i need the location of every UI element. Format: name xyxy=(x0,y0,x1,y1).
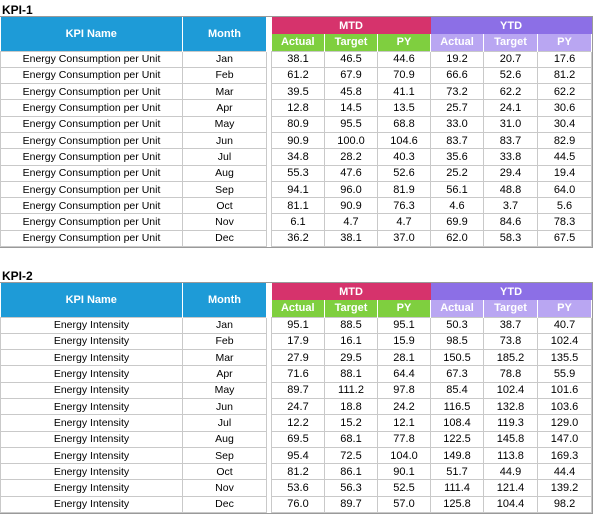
table-row xyxy=(1,132,592,148)
mtd-py-cell: 90.1 xyxy=(378,464,431,480)
mtd-actual-cell: 39.5 xyxy=(272,84,325,100)
kpi-name-cell: Energy Intensity xyxy=(1,415,183,431)
ytd-target-cell: 52.6 xyxy=(484,67,538,83)
ytd-actual-cell: 111.4 xyxy=(431,480,484,496)
ytd-py-cell: 78.3 xyxy=(538,214,592,230)
kpi-name-cell: Energy Consumption per Unit xyxy=(1,198,183,214)
ytd-py-cell: 30.6 xyxy=(538,100,592,116)
ytd-actual-cell: 85.4 xyxy=(431,382,484,398)
month-cell: Sep xyxy=(183,181,267,197)
ytd-py-cell: 169.3 xyxy=(538,447,592,463)
ytd-target-cell: 48.8 xyxy=(484,181,538,197)
ytd-actual-cell: 51.7 xyxy=(431,464,484,480)
mtd-actual-header: Actual xyxy=(272,300,325,317)
mtd-actual-cell: 71.6 xyxy=(272,366,325,382)
month-cell: Apr xyxy=(183,100,267,116)
mtd-py-cell: 64.4 xyxy=(378,366,431,382)
ytd-actual-cell: 116.5 xyxy=(431,398,484,414)
mtd-py-cell: 44.6 xyxy=(378,51,431,67)
month-header: Month xyxy=(183,283,267,317)
ytd-target-cell: 145.8 xyxy=(484,431,538,447)
mtd-target-cell: 67.9 xyxy=(325,67,378,83)
mtd-py-cell: 52.6 xyxy=(378,165,431,181)
mtd-target-cell: 56.3 xyxy=(325,480,378,496)
kpi-name-cell: Energy Intensity xyxy=(1,366,183,382)
ytd-target-cell: 31.0 xyxy=(484,116,538,132)
mtd-target-cell: 14.5 xyxy=(325,100,378,116)
kpi-name-header: KPI Name xyxy=(1,283,183,317)
ytd-target-cell: 83.7 xyxy=(484,132,538,148)
month-cell: Nov xyxy=(183,480,267,496)
ytd-header: YTD xyxy=(431,283,592,300)
mtd-py-cell: 24.2 xyxy=(378,398,431,414)
ytd-target-cell: 38.7 xyxy=(484,317,538,333)
ytd-target-cell: 44.9 xyxy=(484,464,538,480)
ytd-actual-cell: 67.3 xyxy=(431,366,484,382)
ytd-py-header: PY xyxy=(538,34,592,51)
ytd-actual-cell: 33.0 xyxy=(431,116,484,132)
kpi-name-cell: Energy Consumption per Unit xyxy=(1,149,183,165)
mtd-actual-cell: 27.9 xyxy=(272,350,325,366)
mtd-target-cell: 86.1 xyxy=(325,464,378,480)
month-cell: Oct xyxy=(183,198,267,214)
mtd-py-cell: 15.9 xyxy=(378,333,431,349)
table-row xyxy=(1,214,592,230)
mtd-target-cell: 38.1 xyxy=(325,230,378,246)
kpi1-title: KPI-1 xyxy=(2,3,33,17)
mtd-actual-cell: 76.0 xyxy=(272,496,325,512)
table-row xyxy=(1,181,592,197)
month-cell: Oct xyxy=(183,464,267,480)
mtd-actual-cell: 55.3 xyxy=(272,165,325,181)
ytd-target-cell: 119.3 xyxy=(484,415,538,431)
mtd-target-cell: 88.1 xyxy=(325,366,378,382)
kpi2-table xyxy=(0,283,592,513)
ytd-actual-cell: 35.6 xyxy=(431,149,484,165)
table-row xyxy=(1,198,592,214)
ytd-actual-cell: 108.4 xyxy=(431,415,484,431)
mtd-py-cell: 97.8 xyxy=(378,382,431,398)
ytd-py-cell: 55.9 xyxy=(538,366,592,382)
mtd-target-cell: 16.1 xyxy=(325,333,378,349)
ytd-py-cell: 101.6 xyxy=(538,382,592,398)
ytd-target-cell: 58.3 xyxy=(484,230,538,246)
mtd-actual-cell: 80.9 xyxy=(272,116,325,132)
ytd-actual-cell: 62.0 xyxy=(431,230,484,246)
kpi2-body xyxy=(1,317,592,513)
ytd-actual-cell: 98.5 xyxy=(431,333,484,349)
month-cell: Sep xyxy=(183,447,267,463)
mtd-target-cell: 15.2 xyxy=(325,415,378,431)
month-cell: May xyxy=(183,382,267,398)
month-cell: Aug xyxy=(183,431,267,447)
mtd-actual-cell: 34.8 xyxy=(272,149,325,165)
kpi-name-cell: Energy Intensity xyxy=(1,382,183,398)
kpi-name-cell: Energy Consumption per Unit xyxy=(1,100,183,116)
kpi-name-cell: Energy Consumption per Unit xyxy=(1,214,183,230)
month-cell: Dec xyxy=(183,496,267,512)
month-cell: Apr xyxy=(183,366,267,382)
kpi-name-cell: Energy Consumption per Unit xyxy=(1,165,183,181)
mtd-actual-cell: 61.2 xyxy=(272,67,325,83)
ytd-target-cell: 78.8 xyxy=(484,366,538,382)
kpi-name-cell: Energy Consumption per Unit xyxy=(1,67,183,83)
table-row xyxy=(1,84,592,100)
month-cell: Aug xyxy=(183,165,267,181)
month-cell: Mar xyxy=(183,84,267,100)
mtd-actual-header: Actual xyxy=(272,34,325,51)
table-row xyxy=(1,116,592,132)
mtd-target-cell: 68.1 xyxy=(325,431,378,447)
table-row xyxy=(1,51,592,67)
mtd-target-header: Target xyxy=(325,34,378,51)
mtd-actual-cell: 81.2 xyxy=(272,464,325,480)
kpi-name-cell: Energy Consumption per Unit xyxy=(1,116,183,132)
ytd-py-cell: 5.6 xyxy=(538,198,592,214)
kpi-name-cell: Energy Intensity xyxy=(1,464,183,480)
ytd-actual-cell: 150.5 xyxy=(431,350,484,366)
ytd-actual-cell: 19.2 xyxy=(431,51,484,67)
kpi-name-cell: Energy Intensity xyxy=(1,398,183,414)
mtd-actual-cell: 81.1 xyxy=(272,198,325,214)
mtd-target-cell: 95.5 xyxy=(325,116,378,132)
table-row xyxy=(1,350,592,366)
ytd-target-cell: 132.8 xyxy=(484,398,538,414)
mtd-actual-cell: 12.8 xyxy=(272,100,325,116)
kpi-name-cell: Energy Intensity xyxy=(1,350,183,366)
table-row xyxy=(1,447,592,463)
mtd-target-cell: 46.5 xyxy=(325,51,378,67)
mtd-py-cell: 95.1 xyxy=(378,317,431,333)
table-row xyxy=(1,317,592,333)
mtd-actual-cell: 89.7 xyxy=(272,382,325,398)
table-row xyxy=(1,67,592,83)
table-row xyxy=(1,431,592,447)
mtd-target-cell: 96.0 xyxy=(325,181,378,197)
ytd-actual-cell: 50.3 xyxy=(431,317,484,333)
ytd-py-cell: 82.9 xyxy=(538,132,592,148)
mtd-actual-cell: 90.9 xyxy=(272,132,325,148)
kpi-name-cell: Energy Consumption per Unit xyxy=(1,84,183,100)
kpi-name-header: KPI Name xyxy=(1,17,183,51)
month-header: Month xyxy=(183,17,267,51)
ytd-actual-cell: 125.8 xyxy=(431,496,484,512)
kpi1-header xyxy=(1,17,592,51)
mtd-target-cell: 45.8 xyxy=(325,84,378,100)
mtd-py-cell: 104.6 xyxy=(378,132,431,148)
kpi-name-cell: Energy Intensity xyxy=(1,317,183,333)
mtd-target-cell: 89.7 xyxy=(325,496,378,512)
month-cell: Feb xyxy=(183,67,267,83)
ytd-actual-cell: 83.7 xyxy=(431,132,484,148)
kpi1-table xyxy=(0,17,592,247)
mtd-actual-cell: 53.6 xyxy=(272,480,325,496)
mtd-py-cell: 4.7 xyxy=(378,214,431,230)
kpi2-header xyxy=(1,283,592,317)
mtd-py-cell: 57.0 xyxy=(378,496,431,512)
table-row xyxy=(1,165,592,181)
month-cell: Nov xyxy=(183,214,267,230)
month-cell: Jul xyxy=(183,149,267,165)
table-row xyxy=(1,480,592,496)
ytd-header: YTD xyxy=(431,17,592,34)
kpi-name-cell: Energy Intensity xyxy=(1,447,183,463)
month-cell: Jan xyxy=(183,51,267,67)
mtd-actual-cell: 69.5 xyxy=(272,431,325,447)
mtd-target-cell: 28.2 xyxy=(325,149,378,165)
ytd-target-cell: 113.8 xyxy=(484,447,538,463)
kpi-name-cell: Energy Consumption per Unit xyxy=(1,230,183,246)
mtd-target-cell: 4.7 xyxy=(325,214,378,230)
table-row xyxy=(1,230,592,246)
mtd-py-cell: 68.8 xyxy=(378,116,431,132)
ytd-py-cell: 30.4 xyxy=(538,116,592,132)
month-cell: Jan xyxy=(183,317,267,333)
mtd-actual-cell: 6.1 xyxy=(272,214,325,230)
mtd-actual-cell: 38.1 xyxy=(272,51,325,67)
month-cell: Mar xyxy=(183,350,267,366)
month-cell: Jun xyxy=(183,398,267,414)
mtd-py-cell: 41.1 xyxy=(378,84,431,100)
table-row xyxy=(1,100,592,116)
ytd-py-cell: 64.0 xyxy=(538,181,592,197)
mtd-actual-cell: 95.1 xyxy=(272,317,325,333)
mtd-target-header: Target xyxy=(325,300,378,317)
ytd-py-cell: 98.2 xyxy=(538,496,592,512)
ytd-target-cell: 121.4 xyxy=(484,480,538,496)
ytd-py-cell: 135.5 xyxy=(538,350,592,366)
ytd-target-cell: 84.6 xyxy=(484,214,538,230)
ytd-actual-cell: 69.9 xyxy=(431,214,484,230)
kpi-name-cell: Energy Intensity xyxy=(1,333,183,349)
kpi1-body xyxy=(1,51,592,247)
ytd-target-cell: 33.8 xyxy=(484,149,538,165)
ytd-py-cell: 67.5 xyxy=(538,230,592,246)
ytd-py-cell: 102.4 xyxy=(538,333,592,349)
ytd-actual-cell: 122.5 xyxy=(431,431,484,447)
kpi-name-cell: Energy Consumption per Unit xyxy=(1,132,183,148)
ytd-py-cell: 40.7 xyxy=(538,317,592,333)
mtd-py-cell: 52.5 xyxy=(378,480,431,496)
mtd-py-cell: 70.9 xyxy=(378,67,431,83)
month-cell: May xyxy=(183,116,267,132)
ytd-actual-cell: 25.2 xyxy=(431,165,484,181)
mtd-header: MTD xyxy=(272,17,431,34)
mtd-header: MTD xyxy=(272,283,431,300)
ytd-py-cell: 44.5 xyxy=(538,149,592,165)
ytd-target-cell: 73.8 xyxy=(484,333,538,349)
mtd-py-cell: 104.0 xyxy=(378,447,431,463)
table-row xyxy=(1,496,592,512)
ytd-target-header: Target xyxy=(484,300,538,317)
mtd-target-cell: 29.5 xyxy=(325,350,378,366)
table-row xyxy=(1,415,592,431)
ytd-py-cell: 103.6 xyxy=(538,398,592,414)
mtd-py-header: PY xyxy=(378,34,431,51)
ytd-target-cell: 102.4 xyxy=(484,382,538,398)
mtd-py-header: PY xyxy=(378,300,431,317)
ytd-target-cell: 3.7 xyxy=(484,198,538,214)
mtd-actual-cell: 24.7 xyxy=(272,398,325,414)
ytd-actual-cell: 4.6 xyxy=(431,198,484,214)
ytd-actual-cell: 25.7 xyxy=(431,100,484,116)
kpi-name-cell: Energy Intensity xyxy=(1,431,183,447)
ytd-target-cell: 20.7 xyxy=(484,51,538,67)
table-row xyxy=(1,398,592,414)
ytd-py-header: PY xyxy=(538,300,592,317)
mtd-actual-cell: 12.2 xyxy=(272,415,325,431)
table-row xyxy=(1,464,592,480)
ytd-actual-header: Actual xyxy=(431,34,484,51)
table-row xyxy=(1,333,592,349)
mtd-py-cell: 37.0 xyxy=(378,230,431,246)
kpi-name-cell: Energy Consumption per Unit xyxy=(1,181,183,197)
mtd-actual-cell: 17.9 xyxy=(272,333,325,349)
ytd-target-cell: 185.2 xyxy=(484,350,538,366)
mtd-target-cell: 100.0 xyxy=(325,132,378,148)
mtd-target-cell: 47.6 xyxy=(325,165,378,181)
kpi-name-cell: Energy Consumption per Unit xyxy=(1,51,183,67)
ytd-actual-cell: 73.2 xyxy=(431,84,484,100)
mtd-py-cell: 28.1 xyxy=(378,350,431,366)
mtd-py-cell: 81.9 xyxy=(378,181,431,197)
month-cell: Jun xyxy=(183,132,267,148)
ytd-target-cell: 29.4 xyxy=(484,165,538,181)
ytd-py-cell: 62.2 xyxy=(538,84,592,100)
ytd-target-cell: 104.4 xyxy=(484,496,538,512)
month-cell: Jul xyxy=(183,415,267,431)
ytd-actual-cell: 149.8 xyxy=(431,447,484,463)
mtd-py-cell: 77.8 xyxy=(378,431,431,447)
ytd-py-cell: 147.0 xyxy=(538,431,592,447)
mtd-target-cell: 88.5 xyxy=(325,317,378,333)
mtd-actual-cell: 36.2 xyxy=(272,230,325,246)
ytd-target-header: Target xyxy=(484,34,538,51)
ytd-actual-cell: 66.6 xyxy=(431,67,484,83)
mtd-py-cell: 76.3 xyxy=(378,198,431,214)
ytd-py-cell: 129.0 xyxy=(538,415,592,431)
ytd-target-cell: 24.1 xyxy=(484,100,538,116)
ytd-py-cell: 44.4 xyxy=(538,464,592,480)
ytd-py-cell: 139.2 xyxy=(538,480,592,496)
kpi2-title: KPI-2 xyxy=(2,269,33,283)
mtd-actual-cell: 94.1 xyxy=(272,181,325,197)
mtd-py-cell: 12.1 xyxy=(378,415,431,431)
month-cell: Dec xyxy=(183,230,267,246)
mtd-target-cell: 90.9 xyxy=(325,198,378,214)
mtd-target-cell: 72.5 xyxy=(325,447,378,463)
ytd-actual-cell: 56.1 xyxy=(431,181,484,197)
table-row xyxy=(1,382,592,398)
ytd-py-cell: 81.2 xyxy=(538,67,592,83)
table-row xyxy=(1,149,592,165)
mtd-target-cell: 18.8 xyxy=(325,398,378,414)
mtd-py-cell: 13.5 xyxy=(378,100,431,116)
month-cell: Feb xyxy=(183,333,267,349)
ytd-target-cell: 62.2 xyxy=(484,84,538,100)
mtd-actual-cell: 95.4 xyxy=(272,447,325,463)
kpi-name-cell: Energy Intensity xyxy=(1,496,183,512)
mtd-target-cell: 111.2 xyxy=(325,382,378,398)
kpi-name-cell: Energy Intensity xyxy=(1,480,183,496)
mtd-py-cell: 40.3 xyxy=(378,149,431,165)
ytd-py-cell: 17.6 xyxy=(538,51,592,67)
ytd-actual-header: Actual xyxy=(431,300,484,317)
ytd-py-cell: 19.4 xyxy=(538,165,592,181)
table-row xyxy=(1,366,592,382)
